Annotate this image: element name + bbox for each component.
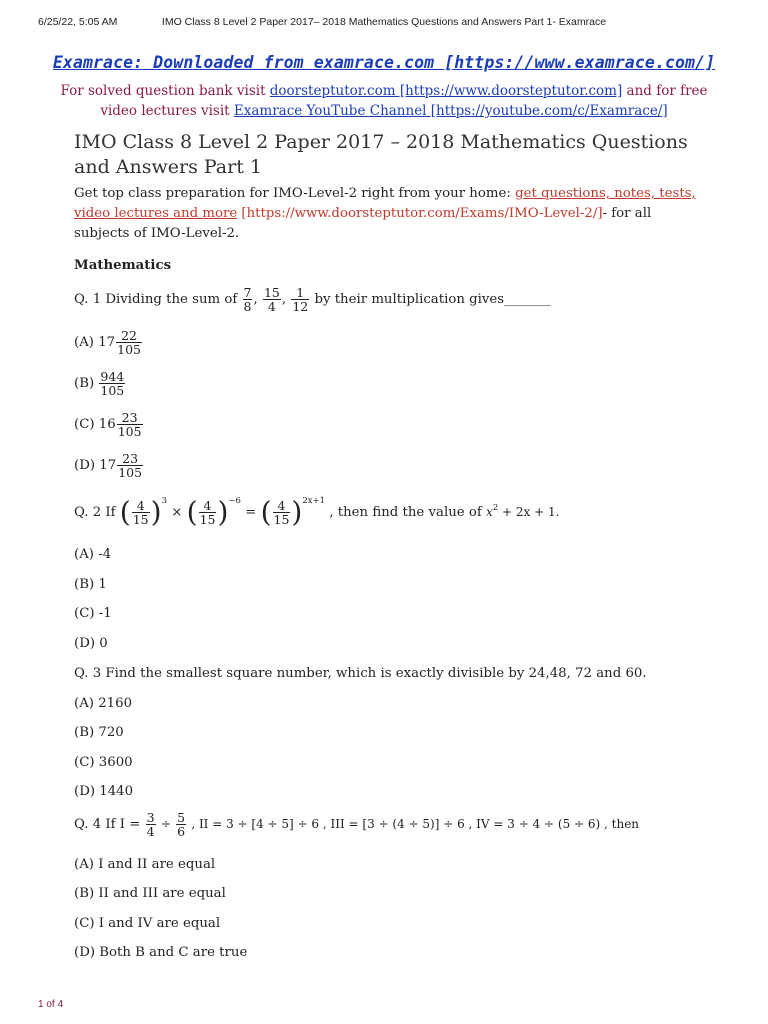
q1-option-c: (C) 16 $\frac{23}{105}$ — [74, 410, 142, 439]
page-content — [74, 130, 708, 966]
q1-option-a: (A) 17 $\frac{22}{105}$ — [74, 328, 141, 357]
q4-option-a: (A) I and II are equal — [74, 857, 216, 872]
promo-text-1: For solved question bank visit — [60, 83, 270, 99]
intro-resources-link[interactable]: get questions, notes, tests, video lectures and more — [74, 186, 696, 221]
page-title: IMO Class 8 Level 2 Paper 2017 – 2018 Mathematics Questions and Answers Part 1 — [74, 131, 688, 178]
question-1: Q. 1 Dividing the sum of $\frac{7}{8}$ , $\frac{15}{4}$ , $\frac{1}{12}$ by their multiplication gives_______ — [74, 285, 551, 314]
q1-option-d: (D) 17 $\frac{23}{105}$ — [74, 451, 143, 480]
q1-option-b: (B) $\frac{944}{105}$ — [74, 369, 125, 398]
intro-text-1: Get top class preparation for IMO-Level-2 right from your home: — [74, 186, 516, 201]
doorsteptutor-link[interactable]: doorsteptutor.com [https://www.doorsteptutor.com] — [269, 83, 623, 99]
q4-option-b: (B) II and III are equal — [74, 886, 226, 901]
q2-option-c: (C) -1 — [74, 606, 112, 621]
q4-option-d: (D) Both B and C are true — [74, 945, 248, 960]
youtube-channel-link[interactable]: Examrace YouTube Channel [https://youtube.com/c/Examrace/] — [233, 103, 668, 119]
promo-text — [40, 81, 728, 121]
print-date: 6/25/22, 5:05 AM — [38, 16, 118, 28]
question-4: Q. 4 If I = $\frac{3}{4}$ ÷ $\frac{5}{6}$ , II = 3 ÷ [4 ÷ 5] ÷ 6 , III = [3 ÷ (4 ÷ 5)] ÷ 6 , IV = 3 ÷ 4 ÷ (5 ÷ 6) , then — [74, 810, 640, 839]
q2-option-a: (A) -4 — [74, 547, 112, 562]
question-2: Q. 2 If ( $\frac{4}{15}$ )$^3$ × ( $\frac{4}{15}$ )$^{-6}$ = ( $\frac{4}{15}$ )$^{2x+1}$ , then find the value of $x^2 + 2x + 1$. — [74, 495, 560, 529]
intro-url[interactable]: [https://www.doorsteptutor.com/Exams/IMO-Level-2/] — [237, 206, 603, 221]
intro-text-2: - for all subjects of IMO-Level-2. — [74, 206, 652, 241]
q1-fraction-3: $\frac{1}{12}$ — [292, 285, 309, 314]
q1-fraction-2: $\frac{15}{4}$ — [263, 285, 280, 314]
q2-option-d: (D) 0 — [74, 636, 108, 651]
q2-suffix: , then find the value of — [329, 505, 482, 520]
q2-prefix: Q. 2 If — [74, 505, 116, 520]
q1-prefix: Q. 1 Dividing the sum of — [74, 292, 238, 307]
intro-paragraph — [74, 184, 708, 244]
q4-rest: , II = 3 ÷ [4 ÷ 5] ÷ 6 , III = [3 ÷ (4 ÷ 5)] ÷ 6 , IV = 3 ÷ 4 ÷ (5 ÷ 6) , then — [191, 817, 640, 831]
q2-option-b: (B) 1 — [74, 577, 107, 592]
print-doc-title: IMO Class 8 Level 2 Paper 2017– 2018 Mathematics Questions and Answers Part 1- Examrace — [161, 16, 607, 28]
q1-fraction-1: $\frac{7}{8}$ — [243, 285, 252, 314]
q4-prefix: Q. 4 If I = — [74, 817, 141, 832]
questions-area — [74, 286, 708, 966]
section-heading: Mathematics — [74, 258, 172, 273]
q3-option-c: (C) 3600 — [74, 755, 133, 770]
page-number: 1 of 4 — [38, 999, 64, 1010]
q3-option-d: (D) 1440 — [74, 784, 134, 799]
q3-option-a: (A) 2160 — [74, 696, 133, 711]
promo-text-2: and for free video lectures visit — [100, 83, 708, 119]
q1-suffix: by their multiplication gives_______ — [314, 292, 551, 307]
q4-option-c: (C) I and IV are equal — [74, 916, 221, 931]
q3-option-b: (B) 720 — [74, 725, 124, 740]
question-3: Q. 3 Find the smallest square number, which is exactly divisible by 24,48, 72 and 60. — [74, 666, 647, 681]
q2-expression: $x^2 + 2x + 1$. — [486, 503, 560, 519]
print-header — [38, 16, 730, 32]
examrace-banner-link[interactable]: Examrace: Downloaded from examrace.com [https://www.examrace.com/] — [52, 53, 716, 72]
